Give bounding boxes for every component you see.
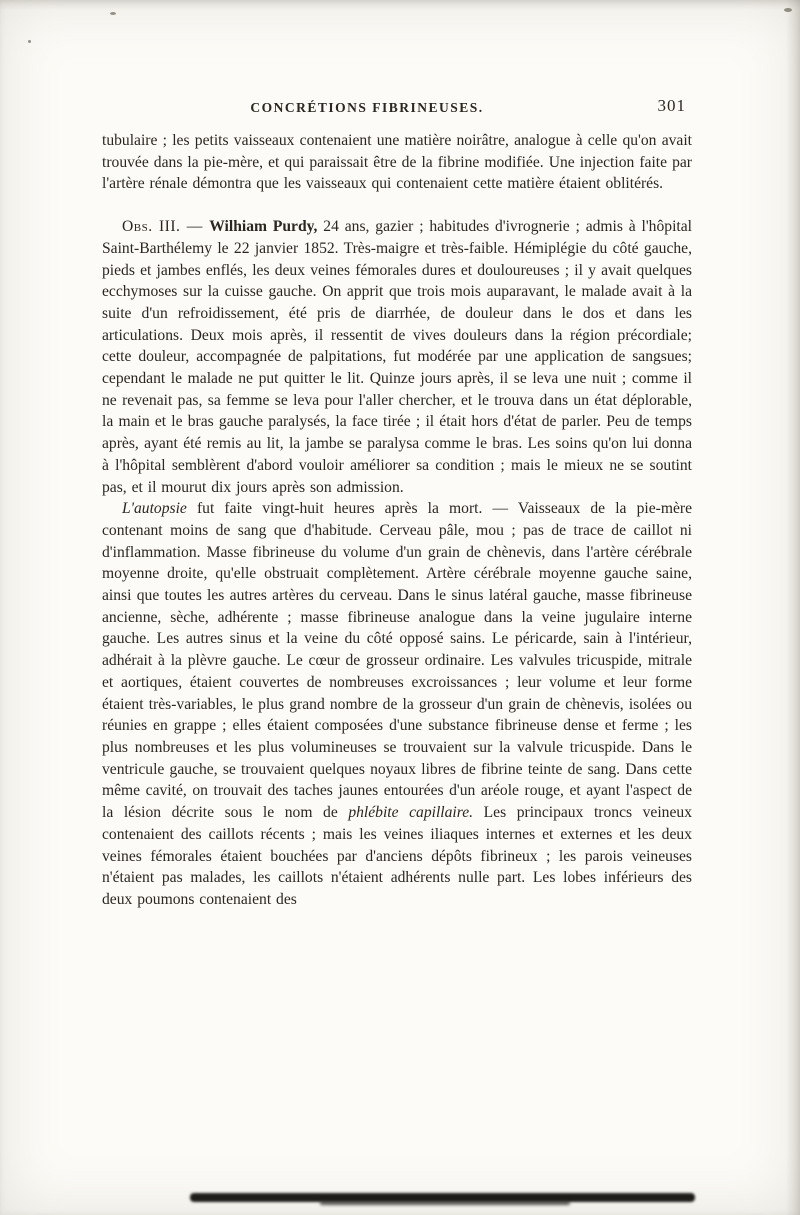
text-segment-italic: phlébite capillaire. <box>348 804 474 822</box>
text-segment-bold: Wilhiam Purdy, <box>209 218 318 236</box>
page-number: 301 <box>657 96 686 115</box>
page-content <box>102 96 692 911</box>
text-segment-smallcaps: Obs. III. — <box>122 218 210 236</box>
text-segment-normal: fut faite vingt-huit heures après la mort. — Vaisseaux de la pie-mère contenant moins de sang que d'habitude. Cerveau pâle, mou ; pas de trace de caillot ni d'inflammation. Masse fibrineuse du volume d'un grain de chènevis, dans l'artère cérébrale moyenne droite, qu'elle obstruait complètement. Artère cérébrale moyenne gauche saine, ainsi que toutes les autres artères du cerveau. Dans le sinus latéral gauche, masse fibrineuse ancienne, sèche, adhérente ; masse fibrineuse analogue dans la veine jugulaire interne gauche. Les autres sinus et la veine du côté opposé sains. Le péricarde, sain à l'intérieur, adhérait à la plèvre gauche. Le cœur de grosseur ordinaire. Les valvules tricuspide, mitrale et aortiques, étaient couvertes de nombreuses excroissances ; leur volume et leur forme étaient très-variables, le plus grand nombre de la grosseur d'un grain de chènevis, isolées ou réunies en grappe ; elles étaient composées d'une substance fibrineuse dense et ferme ; les plus nombreuses et les plus volumineuses se trouvaient sur la valvule tricuspide. Dans le ventricule gauche, se trouvaient quelques noyaux libres de fibrine teinte de sang. Dans cette même cavité, on trouvait des taches jaunes entourées d'un aréole rouge, et ayant l'aspect de la lésion décrite sous le nom de <box>102 500 692 822</box>
running-head <box>102 96 692 122</box>
scan-edge-shadow-top <box>0 0 800 10</box>
scan-speck <box>28 40 31 43</box>
paragraph <box>102 498 692 910</box>
text-segment-normal: tubulaire ; les petits vaisseaux contenaient une matière noirâtre, analogue à celle qu'on avait trouvée dans la pie-mère, et qui paraissait être de la fibrine modifiée. Une injection faite par l'artère rénale démontra que les vaisseaux qui contenaient cette matière étaient oblitérés. <box>102 132 692 193</box>
text-segment-normal: 24 ans, gazier ; habitudes d'ivrognerie ; admis à l'hôpital Saint-Barthélemy le 22 janvier 1852. Très-maigre et très-faible. Hémiplégie du côté gauche, pieds et jambes enflés, les deux veines fémorales dures et douloureuses ; il y avait quelques ecchymoses sur la cuisse gauche. On apprit que trois mois auparavant, le malade avait à la suite d'un refroidissement, été pris de diarrhée, de douleur dans le dos et dans les articulations. Deux mois après, il ressentit de vives douleurs dans la région précordiale; cette douleur, accompagnée de palpitations, fut modérée par une application de sangsues; cependant le malade ne put quitter le lit. Quinze jours après, il se leva une nuit ; comme il ne revenait pas, sa femme se leva pour l'aller chercher, et le trouva dans un état déplorable, la main et le bras gauche paralysés, la face tirée ; il était hors d'état de parler. Peu de temps après, ayant été remis au lit, la jambe se paralysa comme le bras. Les soins qu'on lui donna à l'hôpital semblèrent d'abord vouloir améliorer sa condition ; mais le mieux ne se soutint pas, et il mourut dix jours après son admission. <box>102 218 692 496</box>
text-segment-normal: Les principaux troncs veineux contenaient des caillots récents ; mais les veines iliaques internes et externes et les deux veines fémorales étaient bouchées par d'anciens dépôts fibrineux ; les parois veineuses n'étaient pas malades, les caillots n'étaient adhérents nulle part. Les lobes inférieurs des deux poumons contenaient des <box>102 804 692 908</box>
page-body <box>102 130 692 911</box>
running-head-title: CONCRÉTIONS FIBRINEUSES. <box>250 100 484 115</box>
paragraph <box>102 216 692 498</box>
scan-artifact-bar <box>320 1201 570 1205</box>
scan-speck <box>110 12 116 15</box>
scan-speck <box>784 8 792 12</box>
paragraph <box>102 130 692 195</box>
scan-edge-shadow-right <box>786 0 800 1215</box>
text-segment-italic: L'autopsie <box>122 500 187 518</box>
